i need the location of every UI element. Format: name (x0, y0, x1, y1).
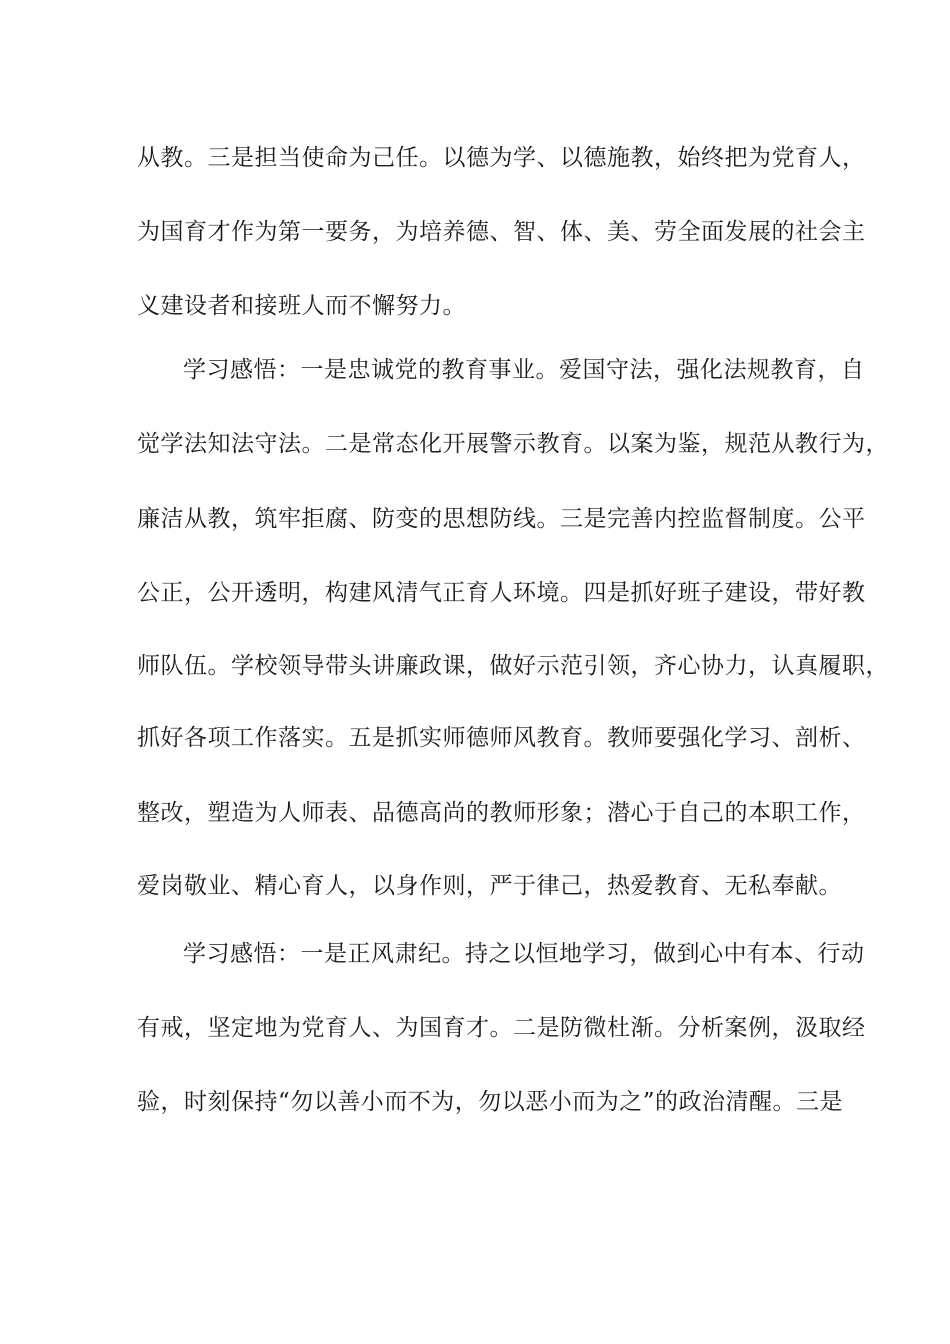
text-line: 为国育才作为第一要务，为培养德、智、体、美、劳全面发展的社会主 (137, 219, 866, 245)
text-line: 义建设者和接班人而不懈努力。 (137, 293, 466, 319)
text-line: 师队伍。学校领导带头讲廉政课，做好示范引领，齐心协力，认真履职， (137, 653, 889, 679)
paragraph-start-line: 学习感悟：一是正风肃纪。持之以恒地学习，做到心中有本、行动 (183, 941, 865, 967)
text-line: 公正，公开透明，构建风清气正育人环境。四是抓好班子建设，带好教 (137, 580, 866, 606)
text-line: 整改，塑造为人师表、品德高尚的教师形象；潜心于自己的本职工作， (137, 800, 866, 826)
text-line: 抓好各项工作落实。五是抓实师德师风教育。教师要强化学习、剖析、 (137, 725, 866, 751)
text-line: 验，时刻保持“勿以善小而不为，勿以恶小而为之”的政治清醒。三是 (137, 1089, 844, 1115)
text-line: 从教。三是担当使命为己任。以德为学、以德施教，始终把为党育人， (137, 145, 866, 171)
text-line: 觉学法知法守法。二是常态化开展警示教育。以案为鉴，规范从教行为， (137, 431, 889, 457)
text-line: 廉洁从教，筑牢拒腐、防变的思想防线。三是完善内控监督制度。公平 (137, 506, 866, 532)
text-line: 爱岗敬业、精心育人，以身作则，严于律己，热爱教育、无私奉献。 (137, 873, 842, 899)
text-line: 有戒，坚定地为党育人、为国育才。二是防微杜渐。分析案例，汲取经 (137, 1015, 866, 1041)
paragraph-start-line: 学习感悟：一是忠诚党的教育事业。爱国守法，强化法规教育，自 (183, 357, 865, 383)
